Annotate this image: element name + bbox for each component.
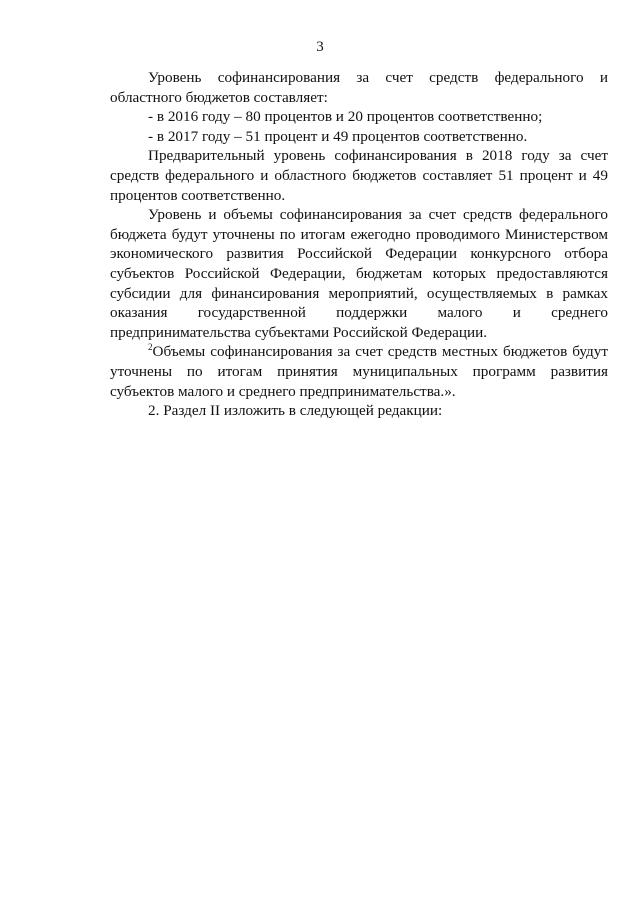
paragraph-cofinancing-level: Уровень софинансирования за счет средств федерального и областного бюджетов составляет: [110,69,608,106]
paragraph-2018-preliminary: Предварительный уровень софинансирования в 2018 году за счет средств федерального и областного бюджетов составляет 51 процент и 49 процентов соответственно. [110,147,608,204]
page-number: 3 [316,39,324,55]
paragraph-footnote [110,342,608,401]
document-body [110,68,608,421]
footnote-text: Объемы софинансирования за счет средств местных бюджетов будут уточнены по итогам принятия муниципальных программ развития субъектов малого и среднего предпринимательства.». [110,343,608,400]
paragraph-2016-share: - в 2016 году – 80 процентов и 20 процентов соответственно; [148,108,543,126]
paragraph-section-two: 2. Раздел II изложить в следующей редакции: [148,402,443,420]
paragraph-2017-share: - в 2017 году – 51 процент и 49 процентов соответственно. [148,127,528,145]
footnote-marker: 2 [148,342,153,353]
paragraph-federal-clarification: Уровень и объемы софинансирования за счет средств федерального бюджета будут уточнены по итогам ежегодно проводимого Министерством экономического развития Российской Федерации конкурсного отбора субъектов Российской Федерации, бюджетам которых предоставляются субсидии для финансирования мероприятий, осуществляемых в рамках оказания государственной поддержки малого и среднего предпринимательства субъектами Российской Федерации. [110,206,608,341]
